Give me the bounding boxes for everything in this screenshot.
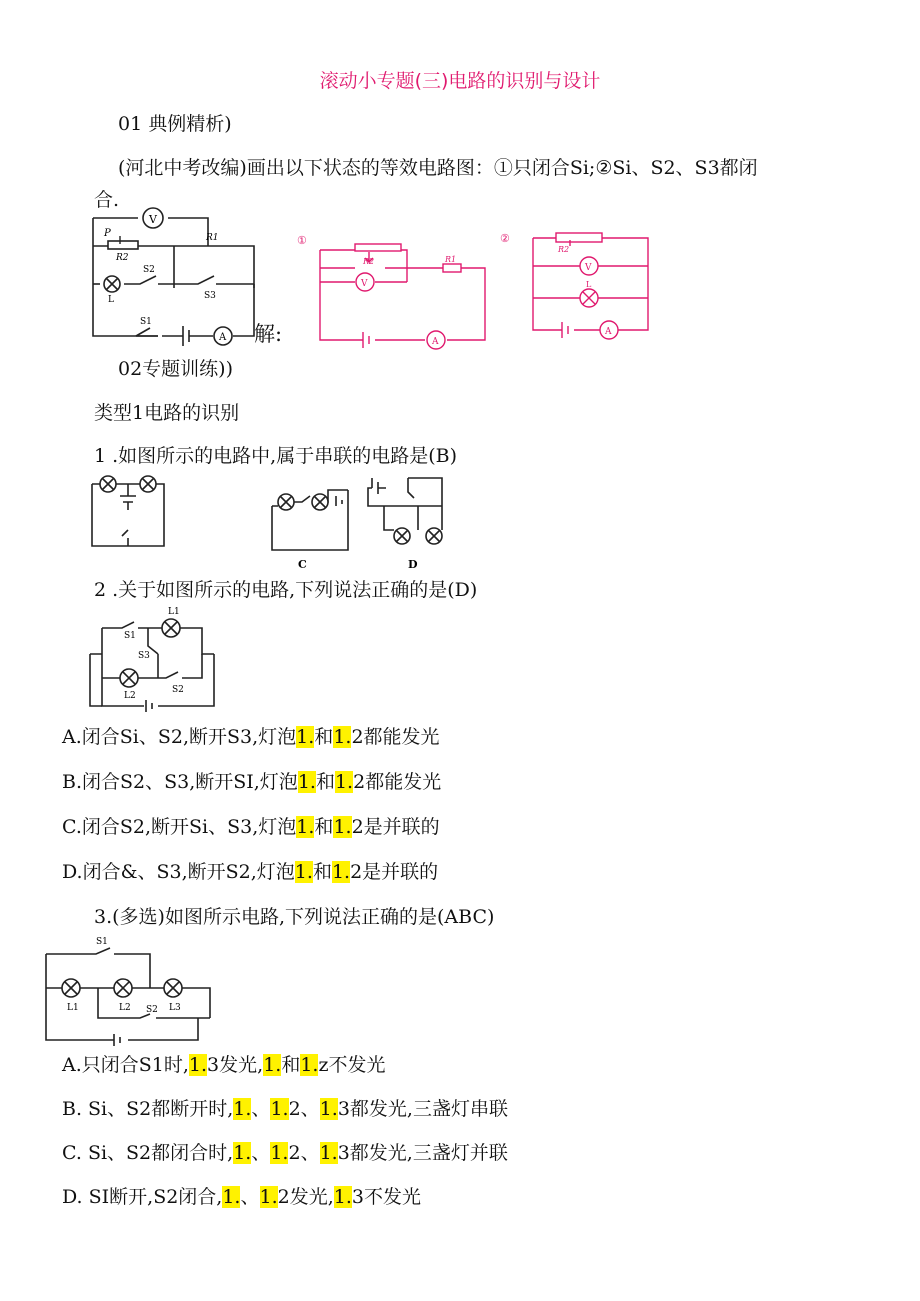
- example-label-V: V: [149, 213, 157, 226]
- q3-option-b: B. Si、S2都断开时,1.、1.2、1.3都发光,三盏灯串联: [62, 1098, 508, 1120]
- answer1-label-index: ①: [297, 234, 307, 247]
- example-label-R1: R1: [206, 233, 219, 243]
- q2-label-L2: L2: [124, 691, 136, 701]
- q3-label-S1: S1: [96, 937, 108, 947]
- q2-label-S3: S3: [138, 651, 150, 661]
- q2-circuit-diagram: [86, 606, 216, 716]
- answer2-label-R2: R2: [558, 245, 570, 254]
- answer1-label-V: V: [361, 279, 368, 289]
- example-label-A: A: [219, 332, 227, 343]
- q2-option-a: A.闭合Si、S2,断开S3,灯泡1.和1.2都能发光: [62, 726, 440, 748]
- example-label-P: P: [104, 228, 111, 239]
- q1-figure-d: [368, 472, 458, 572]
- q2-option-c: C.闭合S2,断开Si、S3,灯泡1.和1.2是并联的: [62, 816, 440, 838]
- answer2-label-V: V: [585, 263, 592, 273]
- answer2-label-A: A: [605, 327, 612, 337]
- q3-circuit-diagram: [42, 934, 222, 1049]
- q1-label-d: D: [408, 558, 418, 571]
- answer1-label-A: A: [432, 337, 439, 347]
- answer-circuit-1: [295, 232, 495, 362]
- question-3: 3.(多选)如图所示电路,下列说法正确的是(ABC): [94, 906, 495, 928]
- q1-figure-a: [88, 472, 178, 552]
- q3-label-L1: L1: [67, 1003, 79, 1013]
- example-label-S2: S2: [143, 265, 155, 275]
- q3-label-S2: S2: [146, 1005, 158, 1015]
- q2-option-d: D.闭合&、S3,断开S2,灯泡1.和1.2是并联的: [62, 861, 439, 883]
- answer1-label-R1: R1: [445, 255, 457, 264]
- answer2-label-index: ②: [500, 232, 510, 245]
- q3-option-d: D. SI断开,S2闭合,1.、1.2发光,1.3不发光: [62, 1186, 422, 1208]
- section-heading-examples: 01 典例精析): [118, 113, 232, 135]
- example-question-line2: 合.: [94, 189, 120, 211]
- q1-figure-c: [268, 472, 358, 572]
- type-heading: 类型1电路的识别: [94, 402, 240, 424]
- q3-label-L3: L3: [169, 1003, 181, 1013]
- q2-label-S1: S1: [124, 631, 136, 641]
- answer1-label-R2: R2: [363, 257, 375, 266]
- example-label-S3: S3: [204, 291, 216, 301]
- q2-option-b: B.闭合S2、S3,断开SI,灯泡1.和1.2都能发光: [62, 771, 442, 793]
- question-2: 2 .关于如图所示的电路,下列说法正确的是(D): [94, 579, 478, 601]
- q2-label-L1: L1: [168, 607, 180, 617]
- answer-circuit-2: [500, 232, 668, 362]
- example-label-L: L: [108, 295, 114, 305]
- q1-label-c: C: [298, 558, 307, 571]
- section-heading-training: 02专题训练)): [118, 358, 234, 380]
- q3-option-c: C. Si、S2都闭合时,1.、1.2、1.3都发光,三盏灯并联: [62, 1142, 508, 1164]
- example-label-S1: S1: [140, 317, 152, 327]
- question-1: 1 .如图所示的电路中,属于串联的电路是(B): [94, 445, 457, 467]
- page-title: 滚动小专题(三)电路的识别与设计: [319, 70, 601, 92]
- answer2-label-L: L: [586, 280, 592, 289]
- q2-label-S2: S2: [172, 685, 184, 695]
- q3-option-a: A.只闭合S1时,1.3发光,1.和1.z不发光: [62, 1054, 386, 1076]
- q3-label-L2: L2: [119, 1003, 131, 1013]
- answer-label: 解:: [254, 322, 283, 346]
- example-question-line1: (河北中考改编)画出以下状态的等效电路图：①只闭合Si;②Si、S2、S3都闭: [118, 157, 758, 179]
- example-label-R2: R2: [116, 253, 129, 263]
